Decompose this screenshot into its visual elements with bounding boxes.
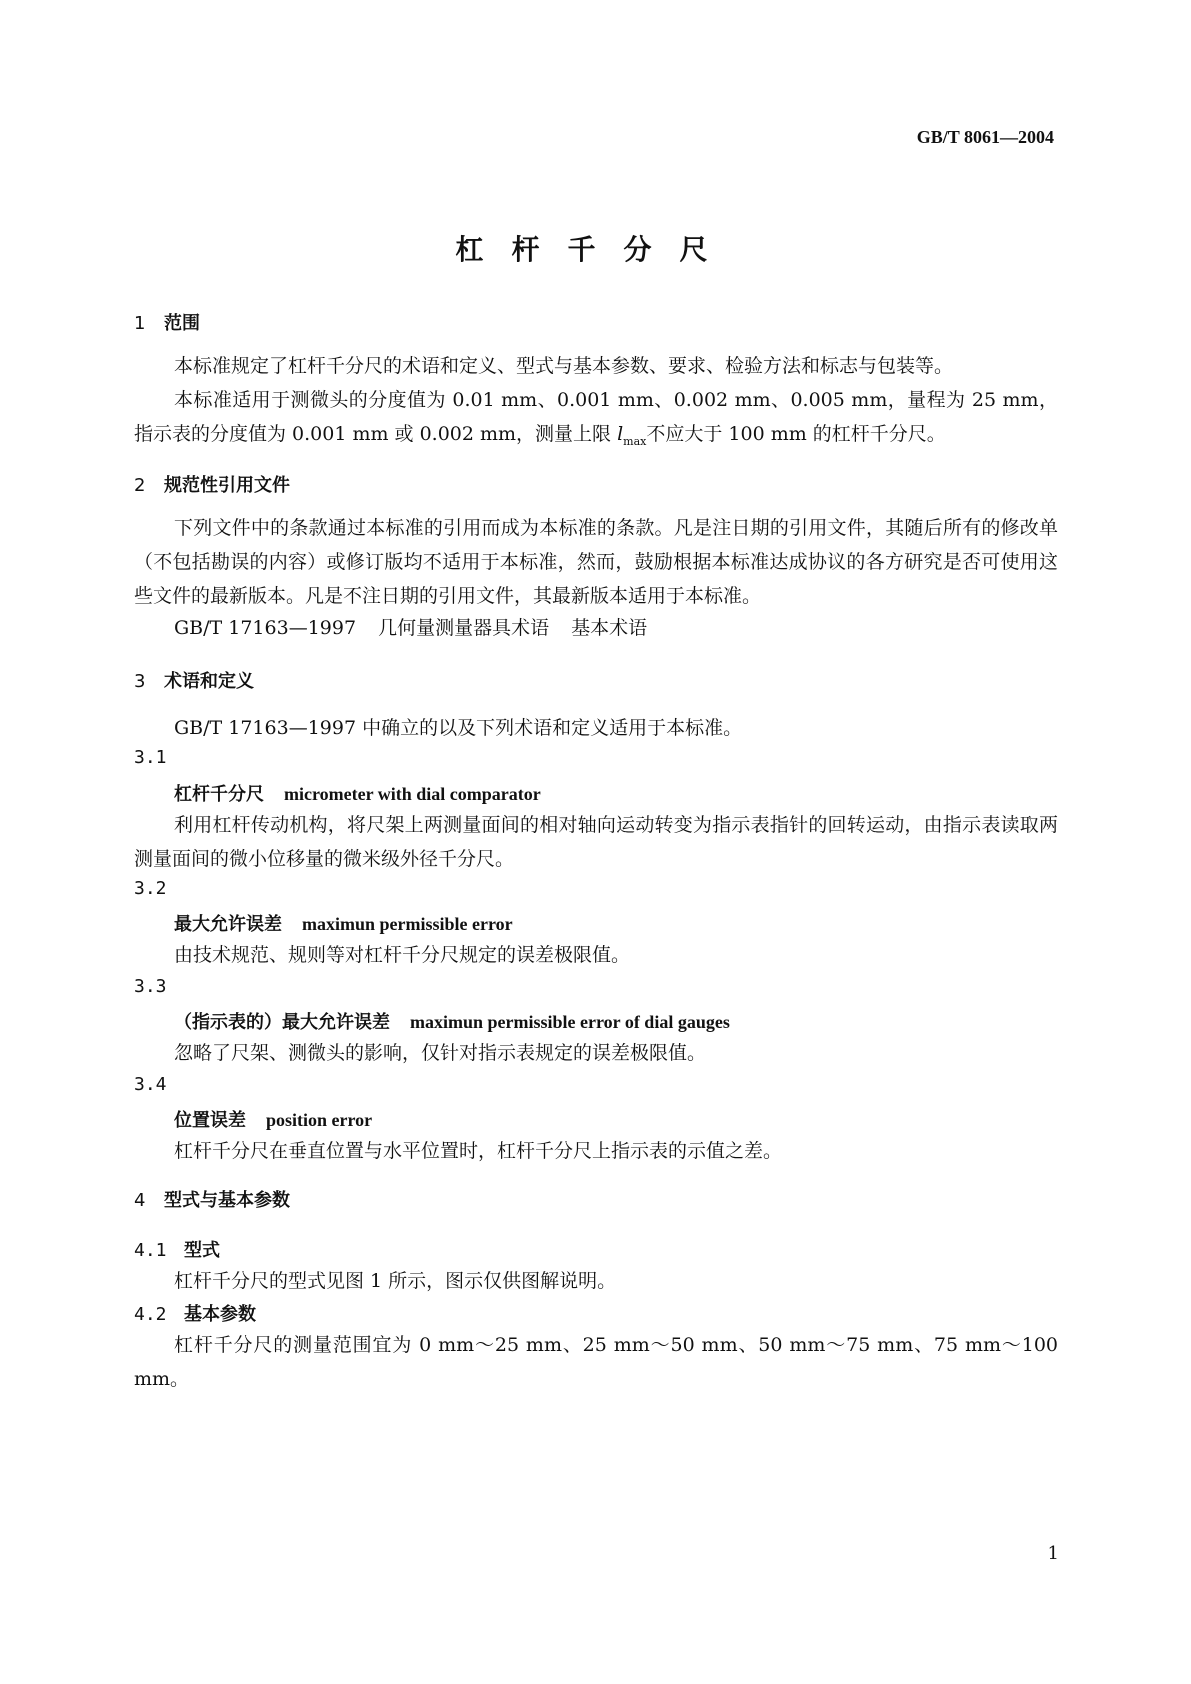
section-title: 型式与基本参数 — [164, 1190, 290, 1211]
subsection-number: 4.1 — [134, 1240, 167, 1261]
paragraph-text: 不应大于 100 mm 的杠杆千分尺。 — [646, 423, 946, 445]
term-english: maximun permissible error of dial gauges — [410, 1012, 730, 1032]
term-chinese: 杠杆千分尺 — [174, 784, 264, 805]
section-number: 4 — [134, 1190, 146, 1211]
term-definition: 忽略了尺架、测微头的影响，仅针对指示表规定的误差极限值。 — [174, 1042, 707, 1064]
subsection-number: 4.2 — [134, 1304, 167, 1325]
term-english: position error — [266, 1110, 373, 1130]
term-definition: 由技术规范、规则等对杠杆千分尺规定的误差极限值。 — [174, 944, 631, 966]
normative-reference — [174, 613, 647, 640]
subsection-4-2-text: 杠杆千分尺的测量范围宜为 0 mm～25 mm、25 mm～50 mm、50 mm～75 mm、75 mm～100 mm。 — [134, 1334, 1058, 1390]
term-english: maximun permissible error — [302, 914, 513, 934]
subsection-title: 基本参数 — [184, 1304, 256, 1325]
term-definition: 利用杠杆传动机构，将尺架上两测量面间的相对轴向运动转变为指示表指针的回转运动，由指示表读取两测量面间的微小位移量的微米级外径千分尺。 — [134, 814, 1058, 870]
clause-number: 3.1 — [134, 747, 167, 768]
section-title: 术语和定义 — [164, 671, 254, 692]
subsection-4-1-text: 杠杆千分尺的型式见图 1 所示，图示仅供图解说明。 — [174, 1270, 617, 1292]
reference-title: 几何量测量器具术语 — [378, 617, 550, 639]
subsection-4-1-heading — [134, 1236, 220, 1262]
term-english: micrometer with dial comparator — [284, 784, 541, 804]
section-number: 2 — [134, 475, 146, 496]
clause-number: 3.3 — [134, 976, 167, 997]
variable-l: l — [617, 423, 624, 445]
term-chinese: 最大允许误差 — [174, 914, 282, 935]
term-heading — [174, 1008, 730, 1034]
section-2-heading — [134, 471, 290, 497]
section-1-paragraph-1: 本标准规定了杠杆千分尺的术语和定义、型式与基本参数、要求、检验方法和标志与包装等。 — [174, 355, 954, 377]
term-definition: 杠杆千分尺在垂直位置与水平位置时，杠杆千分尺上指示表的示值之差。 — [174, 1140, 783, 1162]
section-number: 3 — [134, 671, 146, 692]
clause-number: 3.4 — [134, 1074, 167, 1095]
clause-number: 3.2 — [134, 878, 167, 899]
section-2-paragraph: 下列文件中的条款通过本标准的引用而成为本标准的条款。凡是注日期的引用文件，其随后所有的修改单（不包括勘误的内容）或修订版均不适用于本标准，然而，鼓励根据本标准达成协议的各方研究是否可使用这些文件的最新版本。凡是不注日期的引用文件，其最新版本适用于本标准。 — [134, 517, 1058, 607]
section-title: 规范性引用文件 — [164, 475, 290, 496]
section-1-paragraph-2 — [134, 383, 1058, 459]
variable-subscript: max — [623, 434, 647, 448]
term-heading — [174, 1106, 372, 1132]
section-title: 范围 — [164, 313, 200, 334]
page-title: 杠杆千分尺 — [455, 233, 736, 266]
section-3-heading — [134, 667, 254, 693]
term-chinese: 位置误差 — [174, 1110, 246, 1131]
paragraph-text: 本标准适用于测微头的分度值为 0.01 mm、0.001 mm、0.002 mm、0.005 mm，量程为 25 mm，指示表的分度值为 0.001 mm 或 0.002 mm，测量上限 — [134, 389, 1058, 445]
term-heading — [174, 780, 541, 806]
term-heading — [174, 910, 513, 936]
subsection-4-2-heading — [134, 1300, 256, 1326]
page-number: 1 — [1047, 1543, 1059, 1564]
reference-number: GB/T 17163—1997 — [174, 617, 357, 639]
section-3-intro: GB/T 17163—1997 中确立的以及下列术语和定义适用于本标准。 — [174, 717, 743, 739]
reference-subtitle: 基本术语 — [571, 617, 648, 639]
term-chinese: （指示表的）最大允许误差 — [174, 1012, 390, 1033]
section-1-heading — [134, 309, 200, 335]
section-number: 1 — [134, 313, 146, 334]
section-4-heading — [134, 1186, 290, 1212]
subsection-title: 型式 — [184, 1240, 220, 1261]
standard-number: GB/T 8061—2004 — [916, 127, 1054, 147]
